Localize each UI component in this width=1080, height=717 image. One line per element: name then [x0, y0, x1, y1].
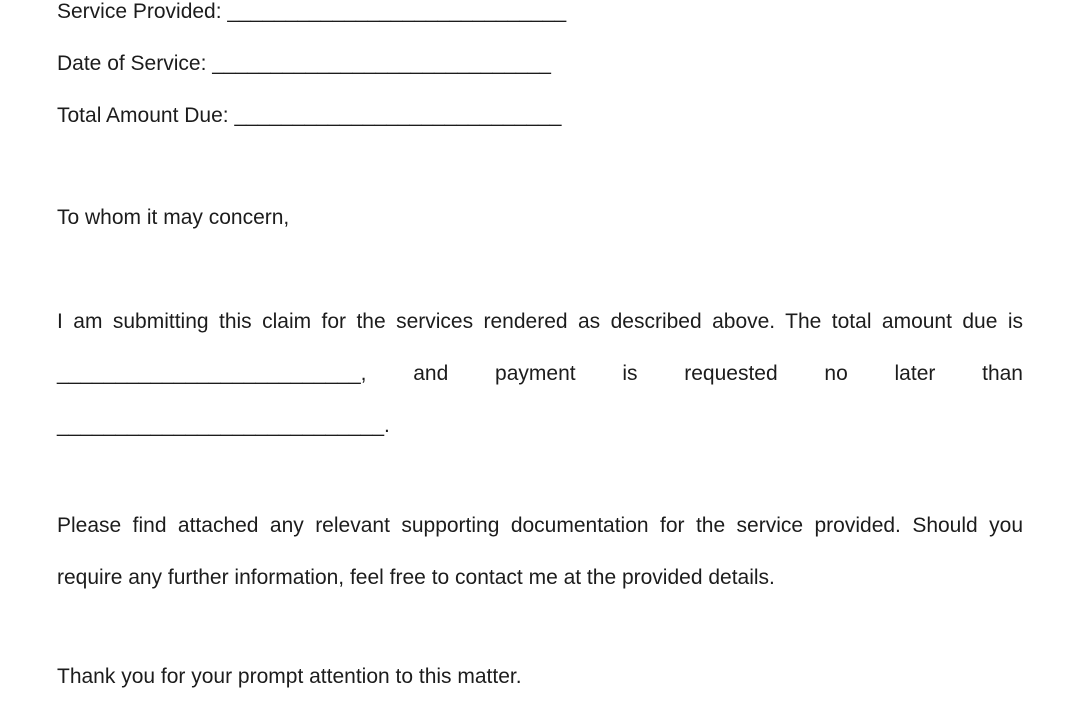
field-block — [57, 0, 1023, 142]
field-label-total-amount-due: Total Amount Due: — [57, 104, 235, 127]
field-blank-total-amount-due: ____________________________ — [234, 104, 562, 127]
claim-paragraph-line-2: __________________________, and payment is requested no later than — [57, 362, 1023, 385]
documentation-paragraph-line-1: Please find attached any relevant supporting documentation for the service provided. Should you — [57, 514, 1023, 537]
field-row-service-provided — [57, 0, 1023, 38]
documentation-paragraph — [57, 500, 1023, 604]
salutation-block — [57, 192, 1023, 244]
field-label-date-of-service: Date of Service: — [57, 52, 213, 75]
field-row-date-of-service — [57, 38, 1023, 90]
field-blank-date-of-service: _____________________________ — [212, 52, 551, 75]
closing-block — [57, 651, 1023, 703]
closing-text: Thank you for your prompt attention to this matter. — [57, 665, 522, 688]
field-row-total-amount-due — [57, 90, 1023, 142]
salutation-text: To whom it may concern, — [57, 206, 290, 229]
claim-paragraph-line-3: ____________________________. — [57, 414, 390, 437]
field-label-service-provided: Service Provided: — [57, 0, 228, 23]
claim-paragraph — [57, 296, 1023, 452]
field-blank-service-provided: _____________________________ — [227, 0, 567, 23]
claim-paragraph-line-1: I am submitting this claim for the services rendered as described above. The total amount due is — [57, 310, 1023, 333]
documentation-paragraph-line-2: require any further information, feel free to contact me at the provided details. — [57, 566, 775, 589]
